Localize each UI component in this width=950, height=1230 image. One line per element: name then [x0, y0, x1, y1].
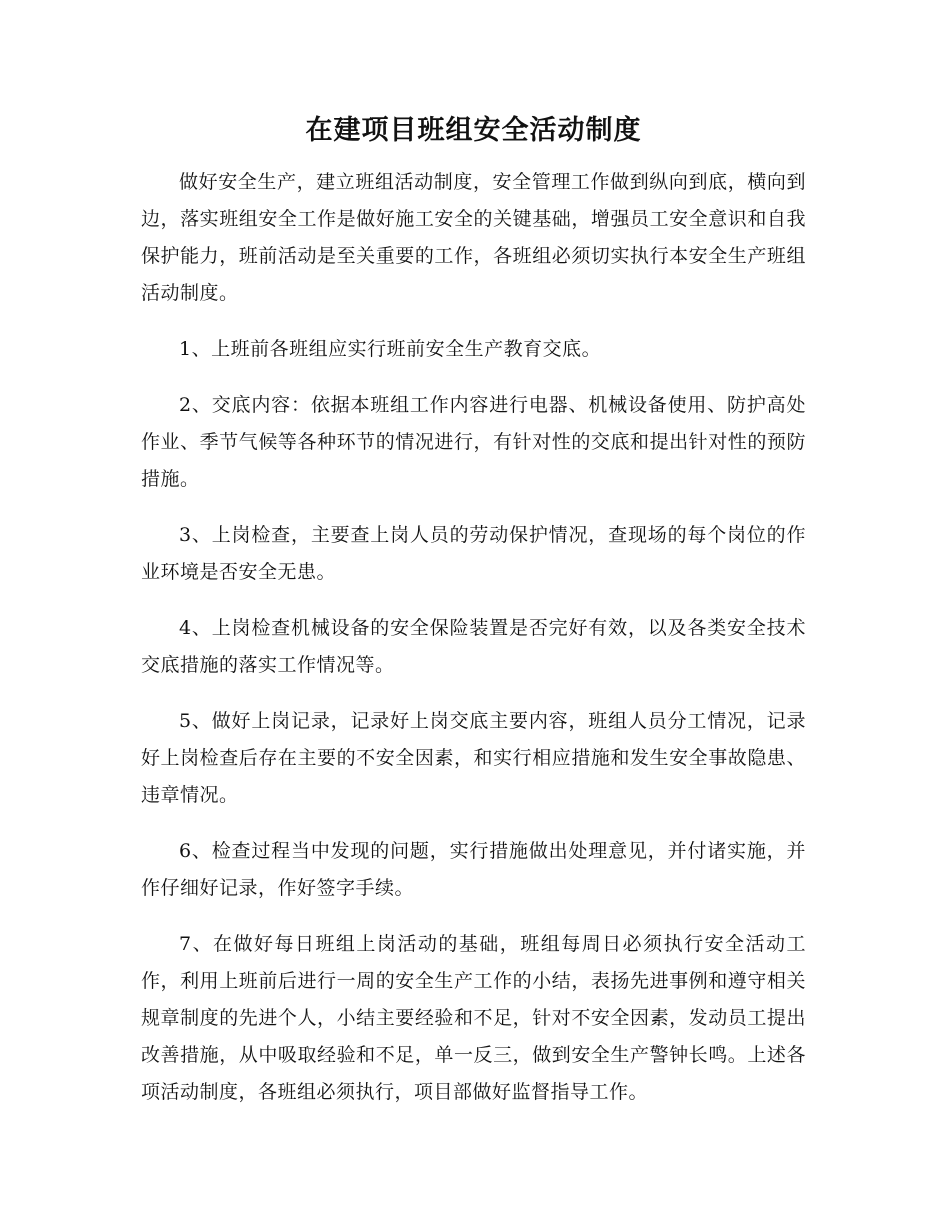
rule-item-5: 5、做好上岗记录，记录好上岗交底主要内容，班组人员分工情况，记录好上岗检查后存在主要的不安全因素，和实行相应措施和发生安全事故隐患、违章情况。	[141, 710, 806, 806]
rule-item-6: 6、检查过程当中发现的问题，实行措施做出处理意见，并付诸实施，并作仔细好记录，作好签字手续。	[141, 840, 806, 899]
rule-item-3: 3、上岗检查，主要查上岗人员的劳动保护情况，查现场的每个岗位的作业环境是否安全无患。	[141, 524, 806, 583]
rule-item-1: 1、上班前各班组应实行班前安全生产教育交底。	[179, 338, 602, 360]
rule-item-7: 7、在做好每日班组上岗活动的基础，班组每周日必须执行安全活动工作，利用上班前后进行一周的安全生产工作的小结，表扬先进事例和遵守相关规章制度的先进个人，小结主要经验和不足，针对不安全因素，发动员工提出改善措施，从中吸取经验和不足，单一反三，做到安全生产警钟长鸣。上述各项活动制度，各班组必须执行，项目部做好监督指导工作。	[141, 933, 806, 1103]
document-title: 在建项目班组安全活动制度	[305, 115, 642, 146]
rule-item-4: 4、上岗检查机械设备的安全保险装置是否完好有效，以及各类安全技术交底措施的落实工作情况等。	[141, 617, 806, 676]
document-body	[141, 108, 806, 1130]
intro-paragraph: 做好安全生产，建立班组活动制度，安全管理工作做到纵向到底，横向到边，落实班组安全工作是做好施工安全的关键基础，增强员工安全意识和自我保护能力，班前活动是至关重要的工作，各班组必须切实执行本安全生产班组活动制度。	[141, 171, 806, 304]
rule-item-2: 2、交底内容：依据本班组工作内容进行电器、机械设备使用、防护高处作业、季节气候等各种环节的情况进行，有针对性的交底和提出针对性的预防措施。	[141, 394, 806, 490]
